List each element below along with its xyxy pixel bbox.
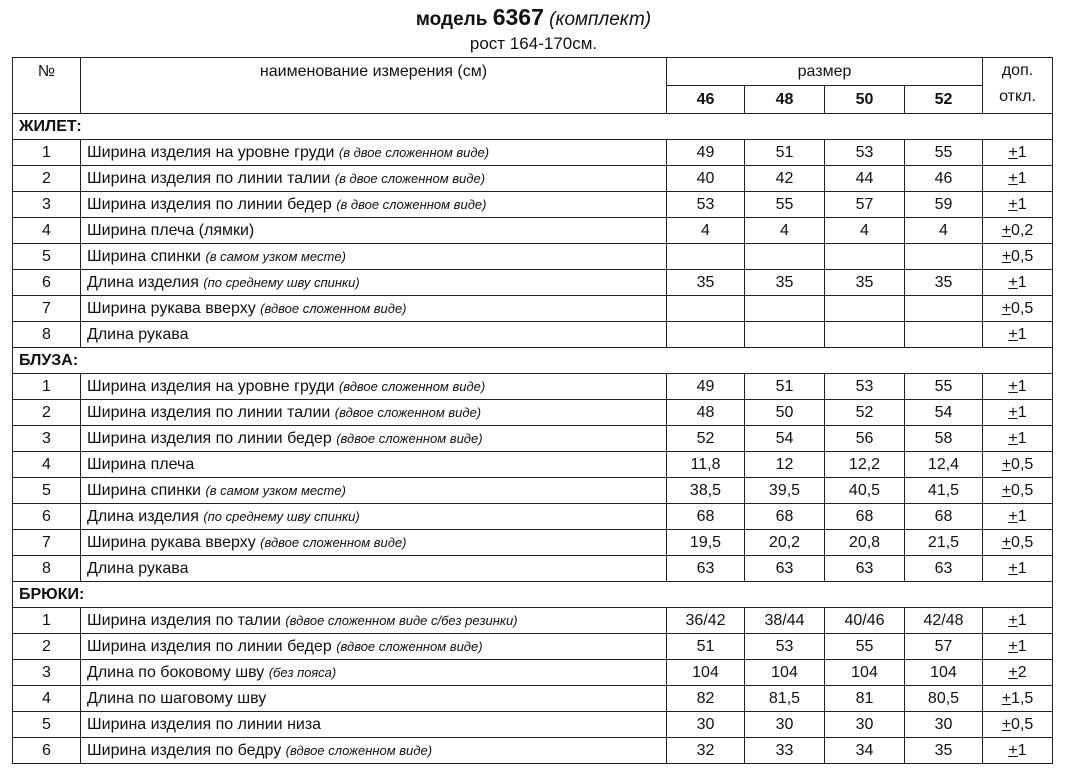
size-value: 63	[667, 556, 745, 582]
table-row	[13, 634, 1053, 660]
section-row	[13, 582, 1053, 608]
measurement-name-cell	[81, 400, 667, 426]
size-value: 4	[825, 218, 905, 244]
table-row	[13, 218, 1053, 244]
size-value: 51	[667, 634, 745, 660]
row-number: 2	[13, 400, 81, 426]
measurement-note: (по среднему шву спинки)	[203, 509, 360, 524]
size-value	[745, 296, 825, 322]
size-value: 49	[667, 374, 745, 400]
measurement-name: Ширина изделия на уровне груди	[87, 144, 335, 161]
size-value: 63	[905, 556, 983, 582]
row-number: 6	[13, 738, 81, 764]
size-value: 40	[667, 166, 745, 192]
measurement-name: Ширина рукава вверху	[87, 300, 256, 317]
tolerance-value: +2	[983, 660, 1053, 686]
size-value: 44	[825, 166, 905, 192]
tolerance-value: +1	[983, 426, 1053, 452]
tolerance-label-2: откл.	[999, 88, 1036, 105]
size-value: 55	[825, 634, 905, 660]
col-size-header: размер	[667, 58, 983, 86]
table-row	[13, 478, 1053, 504]
size-value: 4	[905, 218, 983, 244]
size-48-header: 48	[745, 86, 825, 114]
table-row	[13, 400, 1053, 426]
measurement-name: Ширина изделия по линии низа	[87, 716, 322, 733]
row-number: 5	[13, 712, 81, 738]
tolerance-value: +1	[983, 634, 1053, 660]
size-value: 82	[667, 686, 745, 712]
tolerance-value: +1	[983, 374, 1053, 400]
tolerance-value: +1	[983, 270, 1053, 296]
size-value: 12,2	[825, 452, 905, 478]
size-value: 34	[825, 738, 905, 764]
table-row	[13, 738, 1053, 764]
col-name-header: наименование измерения (см)	[81, 58, 667, 114]
size-value: 81	[825, 686, 905, 712]
measurement-name-cell	[81, 166, 667, 192]
size-value: 20,2	[745, 530, 825, 556]
measurement-table	[12, 57, 1053, 764]
tolerance-value: +0,5	[983, 244, 1053, 270]
size-value: 68	[905, 504, 983, 530]
measurement-name: Ширина изделия по талии	[87, 612, 281, 629]
measurement-name-cell	[81, 374, 667, 400]
size-value	[905, 322, 983, 348]
model-note: (комплект)	[549, 9, 652, 30]
size-value: 55	[905, 374, 983, 400]
size-value: 20,8	[825, 530, 905, 556]
size-value: 39,5	[745, 478, 825, 504]
tolerance-value: +0,2	[983, 218, 1053, 244]
measurement-name: Ширина изделия по бедру	[87, 742, 282, 759]
table-row	[13, 374, 1053, 400]
measurement-note: (по среднему шву спинки)	[203, 275, 360, 290]
size-52-header: 52	[905, 86, 983, 114]
size-value: 52	[825, 400, 905, 426]
measurement-name-cell	[81, 556, 667, 582]
measurement-name: Ширина изделия по линии бедер	[87, 638, 332, 655]
measurement-name-cell	[81, 452, 667, 478]
size-value	[905, 296, 983, 322]
size-value: 68	[825, 504, 905, 530]
tolerance-value: +1	[983, 738, 1053, 764]
section-row	[13, 114, 1053, 140]
size-value: 35	[905, 738, 983, 764]
measurement-name: Ширина спинки	[87, 248, 201, 265]
tolerance-label-1: доп.	[1001, 62, 1034, 79]
model-word: модель	[415, 9, 488, 30]
size-value: 48	[667, 400, 745, 426]
measurement-name: Длина рукава	[87, 326, 189, 343]
measurement-note: (в самом узком месте)	[205, 249, 346, 264]
measurement-note: (вдвое сложенном виде)	[334, 405, 482, 420]
size-value	[667, 244, 745, 270]
size-value: 50	[745, 400, 825, 426]
measurement-name-cell	[81, 634, 667, 660]
measurement-note: (без пояса)	[268, 665, 337, 680]
size-46-header: 46	[667, 86, 745, 114]
row-number: 6	[13, 270, 81, 296]
measurement-name-cell	[81, 660, 667, 686]
size-value: 36/42	[667, 608, 745, 634]
table-row	[13, 166, 1053, 192]
size-value: 63	[745, 556, 825, 582]
section-title: БРЮКИ:	[13, 582, 1053, 608]
size-value: 38,5	[667, 478, 745, 504]
row-number: 8	[13, 322, 81, 348]
size-value: 30	[745, 712, 825, 738]
col-no-header: №	[13, 58, 81, 114]
size-value: 32	[667, 738, 745, 764]
size-value: 30	[825, 712, 905, 738]
table-row	[13, 608, 1053, 634]
measurement-note: (вдвое сложенном виде)	[336, 431, 483, 446]
size-value: 57	[825, 192, 905, 218]
section-title: БЛУЗА:	[13, 348, 1053, 374]
size-value: 54	[905, 400, 983, 426]
measurement-name: Ширина спинки	[87, 482, 201, 499]
tolerance-value: +1	[983, 400, 1053, 426]
measurement-name: Длина изделия	[87, 508, 199, 525]
table-row	[13, 556, 1053, 582]
section-title: ЖИЛЕТ:	[13, 114, 1053, 140]
size-value: 53	[825, 140, 905, 166]
row-number: 1	[13, 140, 81, 166]
size-value: 40/46	[825, 608, 905, 634]
measurement-name: Длина рукава	[87, 560, 189, 577]
table-row	[13, 504, 1053, 530]
table-row	[13, 712, 1053, 738]
tolerance-value: +1	[983, 504, 1053, 530]
size-value	[825, 322, 905, 348]
table-row	[13, 192, 1053, 218]
size-value: 12	[745, 452, 825, 478]
tolerance-value: +0,5	[983, 452, 1053, 478]
size-value: 56	[825, 426, 905, 452]
tolerance-value: +0,5	[983, 530, 1053, 556]
measurement-name-cell	[81, 244, 667, 270]
measurement-name-cell	[81, 296, 667, 322]
measurement-note: (вдвое сложенном виде с/без резинки)	[285, 613, 518, 628]
measurement-name: Длина изделия	[87, 274, 199, 291]
measurement-note: (вдвое сложенном виде)	[336, 639, 483, 654]
size-value: 42	[745, 166, 825, 192]
size-value: 4	[745, 218, 825, 244]
measurement-note: (в двое сложенном виде)	[338, 145, 490, 160]
measurement-name-cell	[81, 270, 667, 296]
size-value	[905, 244, 983, 270]
row-number: 4	[13, 686, 81, 712]
size-value: 53	[745, 634, 825, 660]
size-value: 38/44	[745, 608, 825, 634]
table-row	[13, 244, 1053, 270]
size-value: 104	[667, 660, 745, 686]
tolerance-value: +1	[983, 556, 1053, 582]
size-value: 33	[745, 738, 825, 764]
size-value: 35	[825, 270, 905, 296]
tolerance-value: +1	[983, 608, 1053, 634]
measurement-name-cell	[81, 712, 667, 738]
row-number: 4	[13, 452, 81, 478]
size-value: 80,5	[905, 686, 983, 712]
measurement-note: (в двое сложенном виде)	[336, 197, 487, 212]
model-title	[0, 2, 1067, 32]
tolerance-value: +0,5	[983, 712, 1053, 738]
row-number: 3	[13, 192, 81, 218]
size-value	[667, 322, 745, 348]
size-value: 55	[745, 192, 825, 218]
row-number: 2	[13, 634, 81, 660]
size-value: 104	[905, 660, 983, 686]
col-tolerance-header	[983, 58, 1053, 114]
size-value	[745, 322, 825, 348]
size-value: 59	[905, 192, 983, 218]
size-value: 49	[667, 140, 745, 166]
measurement-name: Ширина изделия на уровне груди	[87, 378, 335, 395]
measurement-name-cell	[81, 426, 667, 452]
measurement-name: Ширина изделия по линии бедер	[87, 430, 332, 447]
size-value	[745, 244, 825, 270]
size-50-header: 50	[825, 86, 905, 114]
measurement-name-cell	[81, 738, 667, 764]
row-number: 8	[13, 556, 81, 582]
size-value: 30	[905, 712, 983, 738]
measurement-name-cell	[81, 218, 667, 244]
measurement-name: Длина по боковому шву	[87, 664, 265, 681]
size-value: 53	[667, 192, 745, 218]
row-number: 3	[13, 660, 81, 686]
measurement-name: Ширина плеча (лямки)	[87, 222, 255, 239]
size-value: 35	[667, 270, 745, 296]
table-body	[13, 58, 1053, 764]
row-number: 7	[13, 296, 81, 322]
size-value: 51	[745, 140, 825, 166]
tolerance-value: +1	[983, 192, 1053, 218]
section-row	[13, 348, 1053, 374]
measurement-name-cell	[81, 686, 667, 712]
row-number: 7	[13, 530, 81, 556]
size-value: 30	[667, 712, 745, 738]
row-number: 4	[13, 218, 81, 244]
measurement-name-cell	[81, 140, 667, 166]
measurement-name: Ширина изделия по линии талии	[87, 170, 331, 187]
row-number: 5	[13, 244, 81, 270]
size-value	[825, 296, 905, 322]
size-value: 46	[905, 166, 983, 192]
measurement-name: Длина по шаговому шву	[87, 690, 267, 707]
tolerance-value: +0,5	[983, 478, 1053, 504]
size-value: 63	[825, 556, 905, 582]
size-value: 81,5	[745, 686, 825, 712]
row-number: 1	[13, 608, 81, 634]
row-number: 2	[13, 166, 81, 192]
size-value: 12,4	[905, 452, 983, 478]
size-value: 68	[667, 504, 745, 530]
measurement-name-cell	[81, 478, 667, 504]
size-value	[825, 244, 905, 270]
measurement-note: (вдвое сложенном виде)	[338, 379, 486, 394]
header-row-1	[13, 58, 1053, 86]
size-value: 57	[905, 634, 983, 660]
size-value: 68	[745, 504, 825, 530]
table-row	[13, 452, 1053, 478]
row-number: 6	[13, 504, 81, 530]
size-value: 35	[905, 270, 983, 296]
size-value: 54	[745, 426, 825, 452]
tolerance-value: +1	[983, 166, 1053, 192]
tolerance-value: +0,5	[983, 296, 1053, 322]
measurement-note: (в двое сложенном виде)	[334, 171, 486, 186]
table-row	[13, 140, 1053, 166]
size-value: 35	[745, 270, 825, 296]
row-number: 1	[13, 374, 81, 400]
size-value: 4	[667, 218, 745, 244]
measurement-note: (вдвое сложенном виде)	[285, 743, 433, 758]
measurement-name: Ширина изделия по линии талии	[87, 404, 331, 421]
size-value: 11,8	[667, 452, 745, 478]
measurement-name-cell	[81, 504, 667, 530]
size-value: 19,5	[667, 530, 745, 556]
size-value: 52	[667, 426, 745, 452]
tolerance-value: +1,5	[983, 686, 1053, 712]
table-row	[13, 530, 1053, 556]
height-range: рост 164-170см.	[469, 34, 598, 53]
measurement-name: Ширина плеча	[87, 456, 195, 473]
measurement-name-cell	[81, 608, 667, 634]
size-value: 21,5	[905, 530, 983, 556]
table-row	[13, 270, 1053, 296]
size-value: 51	[745, 374, 825, 400]
table-row	[13, 660, 1053, 686]
table-row	[13, 296, 1053, 322]
model-number: 6367	[492, 4, 544, 30]
table-row	[13, 426, 1053, 452]
row-number: 3	[13, 426, 81, 452]
table-row	[13, 322, 1053, 348]
size-value: 41,5	[905, 478, 983, 504]
measurement-note: (в самом узком месте)	[205, 483, 346, 498]
measurement-name-cell	[81, 192, 667, 218]
size-value: 58	[905, 426, 983, 452]
measurement-name-cell	[81, 322, 667, 348]
size-value: 104	[745, 660, 825, 686]
tolerance-value: +1	[983, 322, 1053, 348]
size-value: 42/48	[905, 608, 983, 634]
size-value: 104	[825, 660, 905, 686]
size-value	[667, 296, 745, 322]
table-row	[13, 686, 1053, 712]
measurement-note: (вдвое сложенном виде)	[260, 535, 407, 550]
size-value: 40,5	[825, 478, 905, 504]
measurement-note: (вдвое сложенном виде)	[260, 301, 407, 316]
size-value: 53	[825, 374, 905, 400]
tolerance-value: +1	[983, 140, 1053, 166]
size-value: 55	[905, 140, 983, 166]
measurement-name: Ширина рукава вверху	[87, 534, 256, 551]
measurement-name-cell	[81, 530, 667, 556]
row-number: 5	[13, 478, 81, 504]
measurement-name: Ширина изделия по линии бедер	[87, 196, 332, 213]
